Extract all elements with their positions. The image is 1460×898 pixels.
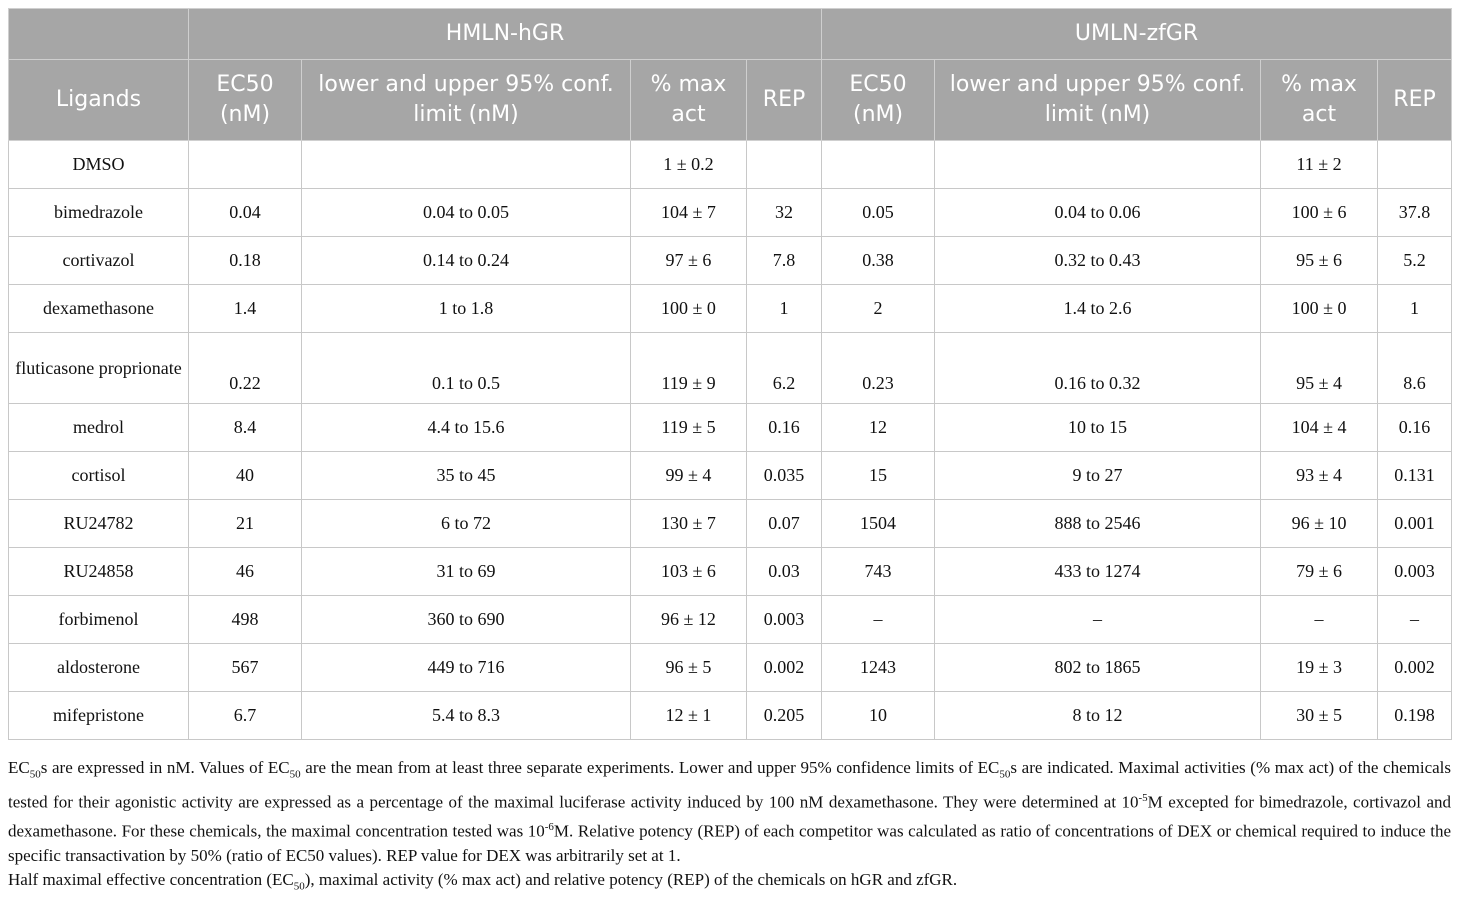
cell-zfgr-ec50: 2 (822, 285, 935, 333)
cell-ligand: forbimenol (9, 596, 189, 644)
cell-zfgr-max-act: 11 ± 2 (1261, 141, 1378, 189)
cell-hgr-ec50: 567 (189, 644, 302, 692)
cell-zfgr-ec50: – (822, 596, 935, 644)
cell-hgr-max-act: 100 ± 0 (631, 285, 747, 333)
cell-hgr-ci: 0.14 to 0.24 (302, 237, 631, 285)
results-table (8, 8, 1452, 740)
cell-zfgr-ci: 0.32 to 0.43 (935, 237, 1261, 285)
cell-hgr-rep: 32 (747, 189, 822, 237)
cell-zfgr-ci: 10 to 15 (935, 404, 1261, 452)
cell-zfgr-ec50: 0.38 (822, 237, 935, 285)
cell-zfgr-rep: 0.198 (1378, 692, 1452, 740)
cell-hgr-ci: 4.4 to 15.6 (302, 404, 631, 452)
cell-zfgr-ec50: 15 (822, 452, 935, 500)
cell-hgr-rep: 7.8 (747, 237, 822, 285)
table-row (9, 141, 1452, 189)
header-ligands: Ligands (9, 60, 189, 141)
table-body (9, 141, 1452, 740)
cell-zfgr-ec50: 743 (822, 548, 935, 596)
header-group-hgr: HMLN-hGR (189, 9, 822, 60)
cell-zfgr-max-act: 19 ± 3 (1261, 644, 1378, 692)
cell-hgr-ci: 6 to 72 (302, 500, 631, 548)
table-row (9, 237, 1452, 285)
cell-hgr-ec50: 0.18 (189, 237, 302, 285)
cell-zfgr-ci: 9 to 27 (935, 452, 1261, 500)
cell-hgr-max-act: 103 ± 6 (631, 548, 747, 596)
cell-hgr-ci: 35 to 45 (302, 452, 631, 500)
cell-hgr-ci: 5.4 to 8.3 (302, 692, 631, 740)
cell-zfgr-rep: 0.001 (1378, 500, 1452, 548)
cell-zfgr-ci: 0.16 to 0.32 (935, 333, 1261, 404)
cell-zfgr-max-act: 100 ± 6 (1261, 189, 1378, 237)
cell-zfgr-max-act: – (1261, 596, 1378, 644)
cell-zfgr-max-act: 100 ± 0 (1261, 285, 1378, 333)
cell-hgr-ec50: 1.4 (189, 285, 302, 333)
header-zfgr-max-act: % max act (1261, 60, 1378, 141)
cell-hgr-max-act: 12 ± 1 (631, 692, 747, 740)
cell-zfgr-rep: 8.6 (1378, 333, 1452, 404)
cell-hgr-max-act: 119 ± 5 (631, 404, 747, 452)
header-group-row (9, 9, 1452, 60)
cell-hgr-ci: 0.1 to 0.5 (302, 333, 631, 404)
header-column-row (9, 60, 1452, 141)
cell-hgr-ec50: 498 (189, 596, 302, 644)
cell-zfgr-rep (1378, 141, 1452, 189)
header-hgr-ci: lower and upper 95% conf. limit (nM) (302, 60, 631, 141)
cell-hgr-ci: 0.04 to 0.05 (302, 189, 631, 237)
table-row (9, 692, 1452, 740)
cell-ligand: bimedrazole (9, 189, 189, 237)
cell-hgr-rep (747, 141, 822, 189)
table-row (9, 452, 1452, 500)
cell-ligand: fluticasone proprionate (9, 333, 189, 404)
cell-zfgr-ci: 433 to 1274 (935, 548, 1261, 596)
cell-zfgr-max-act: 96 ± 10 (1261, 500, 1378, 548)
cell-zfgr-rep: 0.002 (1378, 644, 1452, 692)
cell-ligand: dexamethasone (9, 285, 189, 333)
table-row (9, 500, 1452, 548)
cell-zfgr-rep: 1 (1378, 285, 1452, 333)
table-row (9, 548, 1452, 596)
cell-hgr-ci: 360 to 690 (302, 596, 631, 644)
cell-zfgr-rep: 0.16 (1378, 404, 1452, 452)
cell-hgr-ci (302, 141, 631, 189)
table-row (9, 333, 1452, 404)
footnote-notes: $EC_{50}s$ are expressed in nM. Values of $EC_{50}$ are the mean from at least three separate experiments. Lower and upper 95% confidence limits of $EC_{50}s$ are indicated. Maximal activities (% max act) of the chemicals tested for their agonistic activity are expressed as a percentage of the maximal luciferase activity induced by 100 nM dexamethasone. They were determined at $10^{-5}M$ excepted for bimedrazole, cortivazol and dexamethasone. For these chemicals, the maximal concentration tested was $10^{-6}M$. Relative potency (REP) of each competitor was calculated as ratio of concentrations of DEX or chemical required to induce the specific transactivation by 50% (ratio of EC50 values). REP value for DEX was arbitrarily set at 1. (8, 758, 1451, 865)
cell-hgr-rep: 0.16 (747, 404, 822, 452)
cell-ligand: cortivazol (9, 237, 189, 285)
cell-zfgr-ec50 (822, 141, 935, 189)
cell-zfgr-ec50: 1243 (822, 644, 935, 692)
cell-hgr-max-act: 130 ± 7 (631, 500, 747, 548)
cell-hgr-max-act: 96 ± 12 (631, 596, 747, 644)
cell-zfgr-ec50: 12 (822, 404, 935, 452)
cell-zfgr-max-act: 30 ± 5 (1261, 692, 1378, 740)
cell-zfgr-ec50: 0.05 (822, 189, 935, 237)
cell-hgr-ec50: 21 (189, 500, 302, 548)
cell-zfgr-ec50: 1504 (822, 500, 935, 548)
cell-hgr-ec50: 0.04 (189, 189, 302, 237)
cell-zfgr-max-act: 95 ± 6 (1261, 237, 1378, 285)
cell-hgr-rep: 0.035 (747, 452, 822, 500)
table-row (9, 404, 1452, 452)
table-row (9, 189, 1452, 237)
header-hgr-max-act: % max act (631, 60, 747, 141)
cell-hgr-rep: 0.205 (747, 692, 822, 740)
cell-hgr-ec50: 8.4 (189, 404, 302, 452)
cell-zfgr-ec50: 10 (822, 692, 935, 740)
cell-zfgr-rep: 5.2 (1378, 237, 1452, 285)
cell-hgr-rep: 0.07 (747, 500, 822, 548)
cell-hgr-max-act: 1 ± 0.2 (631, 141, 747, 189)
cell-zfgr-rep: 37.8 (1378, 189, 1452, 237)
cell-zfgr-ci (935, 141, 1261, 189)
cell-ligand: mifepristone (9, 692, 189, 740)
cell-zfgr-rep: – (1378, 596, 1452, 644)
table-caption: Half maximal effective concentration $(EC_{50})$, maximal activity (% max act) and relative potency (REP) of the chemicals on hGR and zfGR. (8, 869, 958, 893)
cell-zfgr-ci: – (935, 596, 1261, 644)
header-zfgr-ci: lower and upper 95% conf. limit (nM) (935, 60, 1261, 141)
cell-zfgr-ci: 1.4 to 2.6 (935, 285, 1261, 333)
cell-ligand: medrol (9, 404, 189, 452)
cell-hgr-max-act: 97 ± 6 (631, 237, 747, 285)
cell-hgr-ec50: 6.7 (189, 692, 302, 740)
cell-zfgr-ci: 0.04 to 0.06 (935, 189, 1261, 237)
header-hgr-ec50: EC50 (nM) (189, 60, 302, 141)
cell-zfgr-max-act: 93 ± 4 (1261, 452, 1378, 500)
cell-hgr-ec50: 46 (189, 548, 302, 596)
cell-hgr-ec50: 40 (189, 452, 302, 500)
cell-hgr-rep: 0.03 (747, 548, 822, 596)
cell-hgr-ci: 449 to 716 (302, 644, 631, 692)
table-row (9, 596, 1452, 644)
cell-ligand: cortisol (9, 452, 189, 500)
results-table-container (8, 8, 1451, 740)
cell-zfgr-max-act: 104 ± 4 (1261, 404, 1378, 452)
table-row (9, 644, 1452, 692)
cell-zfgr-max-act: 95 ± 4 (1261, 333, 1378, 404)
header-zfgr-rep: REP (1378, 60, 1452, 141)
cell-zfgr-ec50: 0.23 (822, 333, 935, 404)
cell-zfgr-rep: 0.131 (1378, 452, 1452, 500)
cell-hgr-max-act: 119 ± 9 (631, 333, 747, 404)
cell-zfgr-ci: 8 to 12 (935, 692, 1261, 740)
cell-hgr-max-act: 104 ± 7 (631, 189, 747, 237)
cell-hgr-rep: 6.2 (747, 333, 822, 404)
cell-hgr-ec50: 0.22 (189, 333, 302, 404)
cell-hgr-rep: 1 (747, 285, 822, 333)
header-empty-cell (9, 9, 189, 60)
cell-zfgr-ci: 888 to 2546 (935, 500, 1261, 548)
cell-ligand: DMSO (9, 141, 189, 189)
cell-zfgr-max-act: 79 ± 6 (1261, 548, 1378, 596)
cell-hgr-max-act: 96 ± 5 (631, 644, 747, 692)
cell-hgr-rep: 0.002 (747, 644, 822, 692)
header-hgr-rep: REP (747, 60, 822, 141)
cell-ligand: RU24858 (9, 548, 189, 596)
cell-zfgr-ci: 802 to 1865 (935, 644, 1261, 692)
cell-hgr-ci: 1 to 1.8 (302, 285, 631, 333)
header-zfgr-ec50: EC50 (nM) (822, 60, 935, 141)
header-group-zfgr: UMLN-zfGR (822, 9, 1452, 60)
cell-hgr-max-act: 99 ± 4 (631, 452, 747, 500)
table-row (9, 285, 1452, 333)
cell-hgr-ec50 (189, 141, 302, 189)
cell-hgr-ci: 31 to 69 (302, 548, 631, 596)
cell-zfgr-rep: 0.003 (1378, 548, 1452, 596)
cell-ligand: RU24782 (9, 500, 189, 548)
cell-ligand: aldosterone (9, 644, 189, 692)
cell-hgr-rep: 0.003 (747, 596, 822, 644)
table-footnote (8, 756, 1451, 898)
